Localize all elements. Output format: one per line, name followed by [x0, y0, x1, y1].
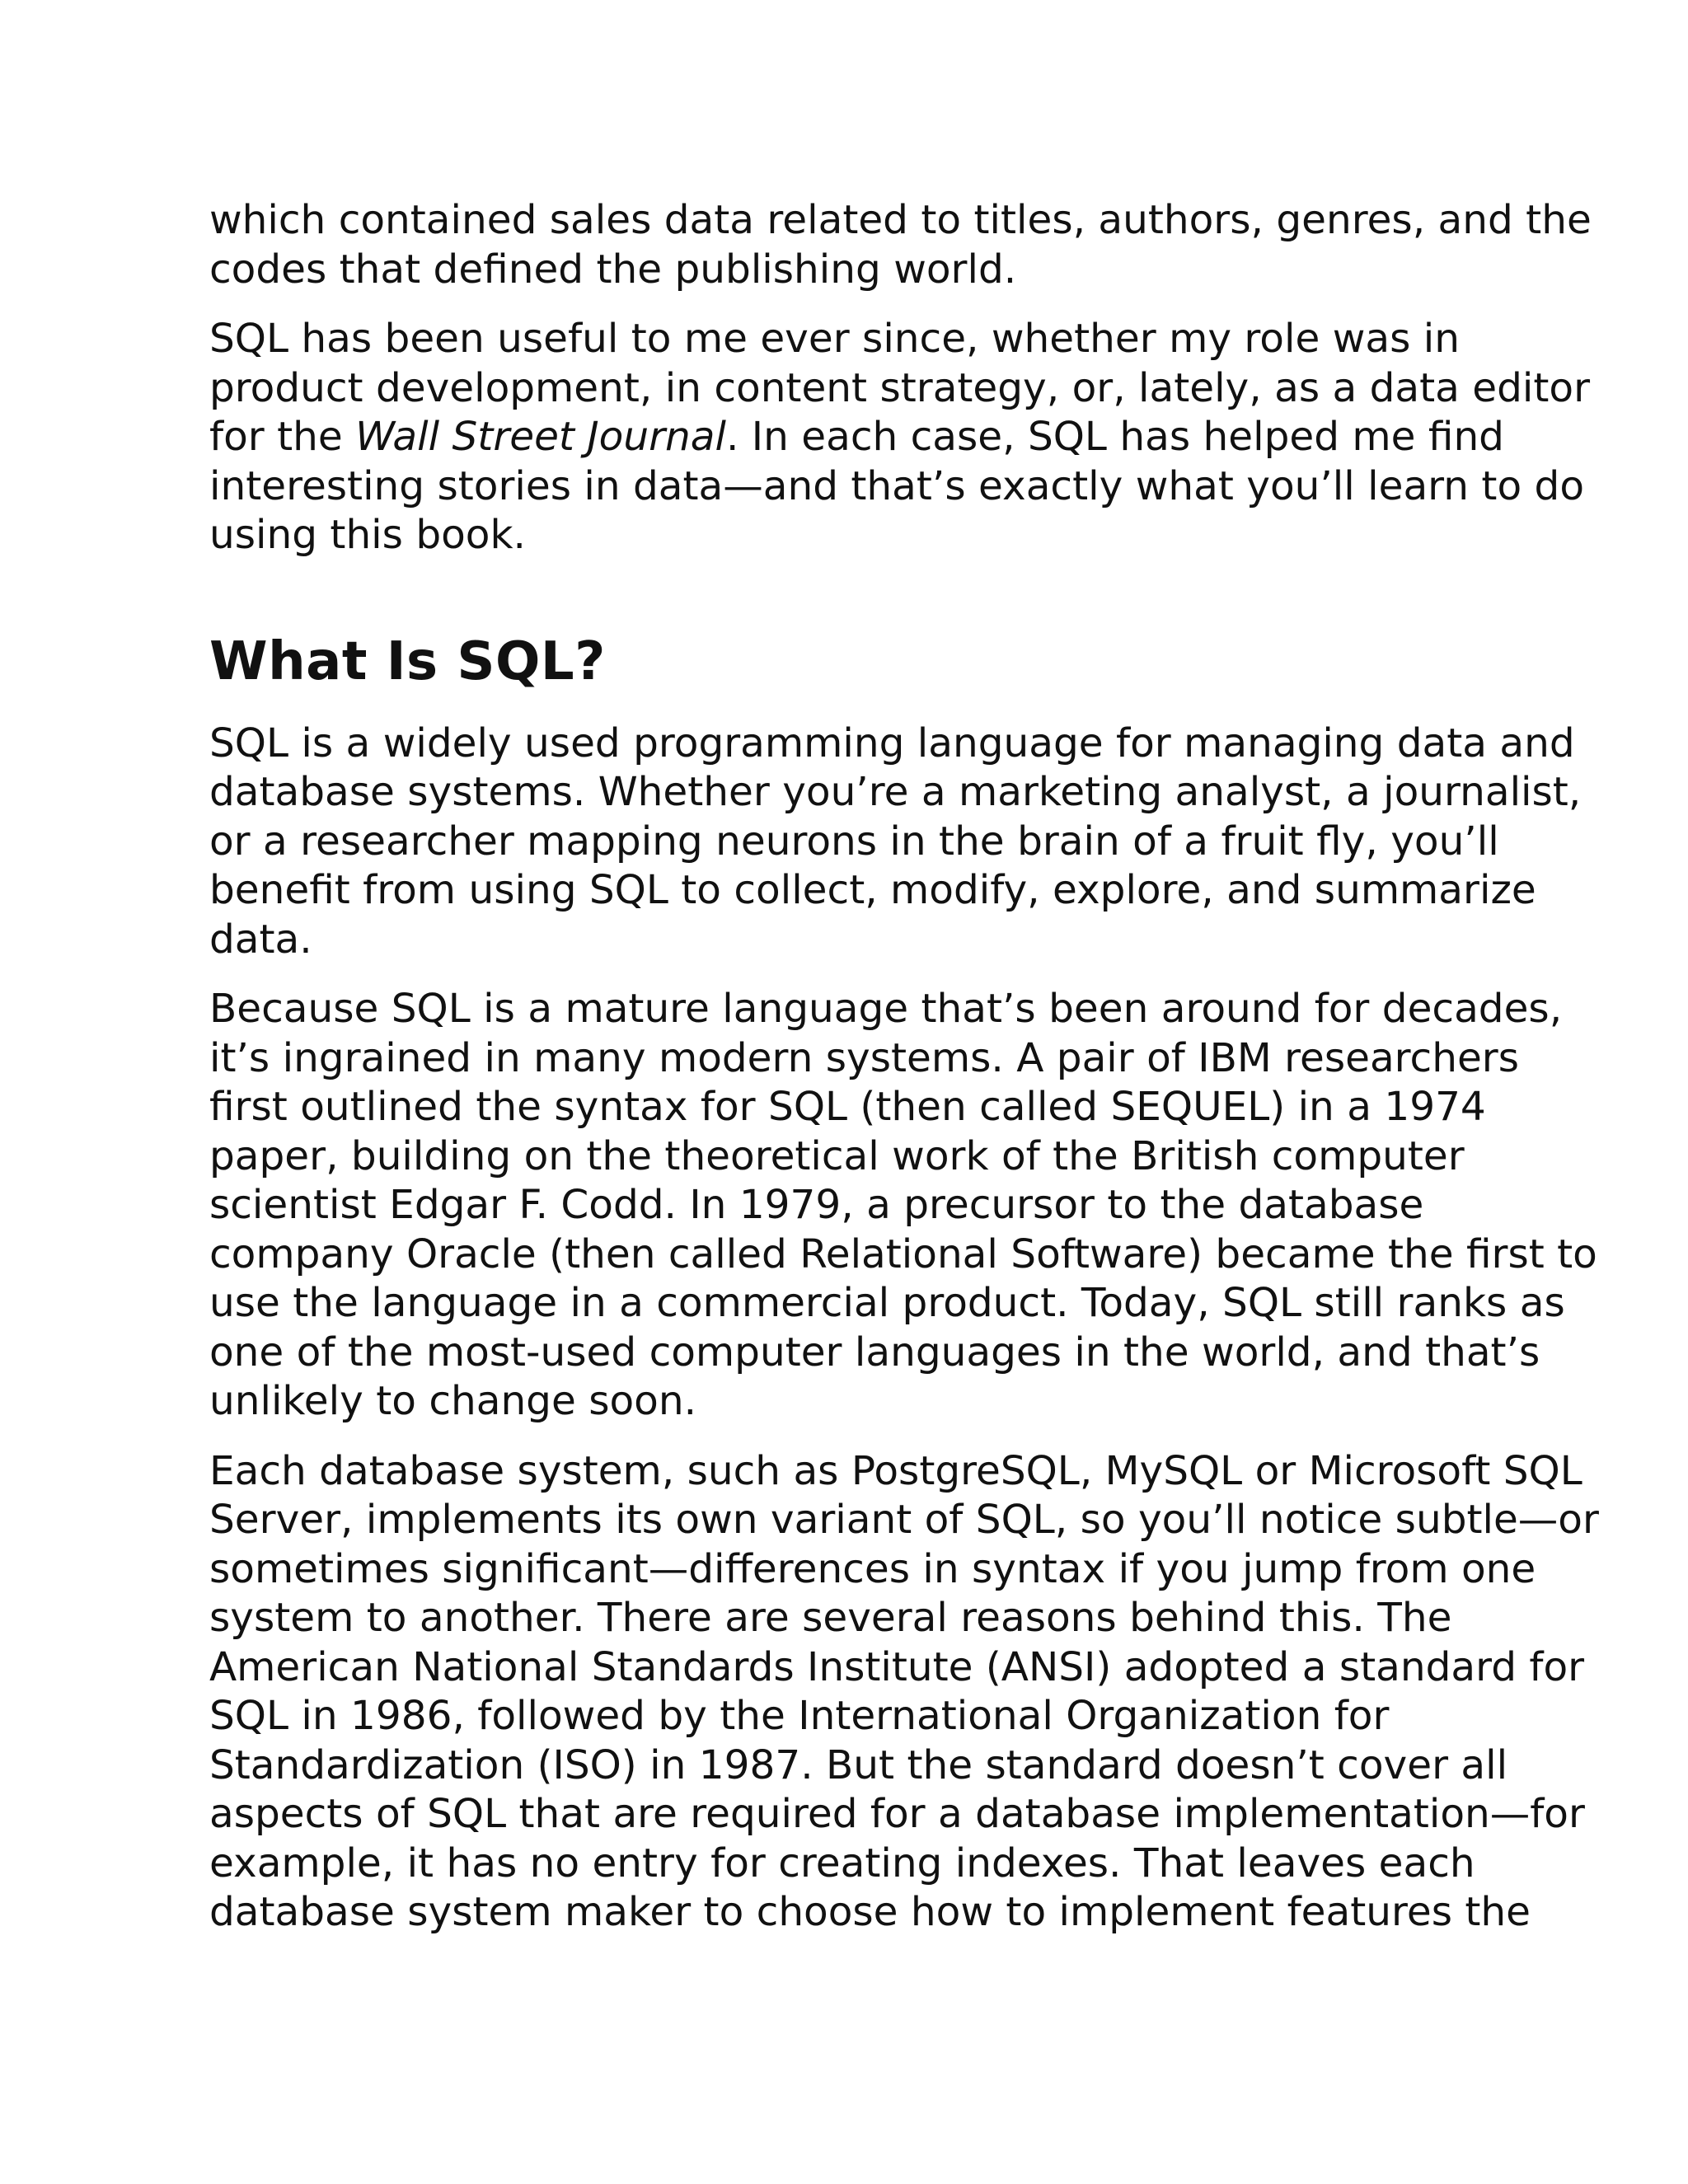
text-line: SQL is a widely used programming language for managing data and [209, 719, 1575, 766]
text-line: Because SQL is a mature language that’s been around for decades, [209, 986, 1563, 1032]
text-line: company Oracle (then called Relational Software) became the first to [209, 1230, 1597, 1277]
text-line: first outlined the syntax for SQL (then called SEQUEL) in a 1974 [209, 1084, 1486, 1130]
text-line: database systems. Whether you’re a marketing analyst, a journalist, [209, 769, 1582, 815]
text-line: paper, building on the theoretical work of the British computer [209, 1132, 1465, 1179]
publication-title: Wall Street Journal [355, 414, 726, 460]
text-line: interesting stories in data—and that’s exactly what you’ll learn to do [209, 462, 1584, 509]
intro-paragraph-2 [209, 315, 1591, 560]
text-line: Each database system, such as PostgreSQL, MySQL or Microsoft SQL [209, 1447, 1582, 1494]
text-line: product development, in content strategy, or, lately, as a data editor [209, 364, 1591, 411]
section-paragraph-1 [209, 719, 1582, 965]
text-line: benefit from using SQL to collect, modify, explore, and summarize [209, 867, 1536, 913]
section-paragraph-3 [209, 1447, 1599, 1938]
text-line: aspects of SQL that are required for a database implementation—for [209, 1791, 1585, 1837]
text-line: SQL has been useful to me ever since, whether my role was in [209, 316, 1460, 362]
text-line: codes that defined the publishing world. [209, 246, 1017, 293]
text-line: it’s ingrained in many modern systems. A pair of IBM researchers [209, 1034, 1519, 1081]
intro-paragraph-1 [209, 196, 1592, 294]
text-line: which contained sales data related to titles, authors, genres, and the [209, 197, 1592, 243]
text-line: SQL in 1986, followed by the International Organization for [209, 1693, 1390, 1739]
text-line: American National Standards Institute (ANSI) adopted a standard for [209, 1643, 1585, 1690]
text-line: sometimes significant—differences in syntax if you jump from one [209, 1545, 1536, 1592]
text-column [209, 196, 1599, 1938]
section-heading: What Is SQL? [209, 630, 606, 692]
text-line: unlikely to change soon. [209, 1378, 696, 1424]
text-line: database system maker to choose how to implement features the [209, 1889, 1531, 1935]
section-paragraph-2 [209, 985, 1597, 1427]
text-line: example, it has no entry for creating indexes. That leaves each [209, 1840, 1475, 1886]
text-line [209, 413, 1504, 462]
text-line: use the language in a commercial product. Today, SQL still ranks as [209, 1280, 1565, 1326]
text-line: Server, implements its own variant of SQL, so you’ll notice subtle—or [209, 1497, 1599, 1543]
text-line: one of the most-used computer languages in the world, and that’s [209, 1329, 1540, 1376]
text-line: data. [209, 916, 312, 963]
text-line: system to another. There are several reasons behind this. The [209, 1595, 1452, 1641]
text-run: for the [209, 414, 356, 460]
text-run: . In each case, SQL has helped me find [725, 414, 1504, 460]
text-line: or a researcher mapping neurons in the brain of a fruit fly, you’ll [209, 818, 1499, 865]
text-line: scientist Edgar F. Codd. In 1979, a precursor to the database [209, 1182, 1424, 1228]
text-line: Standardization (ISO) in 1987. But the standard doesn’t cover all [209, 1741, 1508, 1788]
text-line: using this book. [209, 512, 526, 558]
